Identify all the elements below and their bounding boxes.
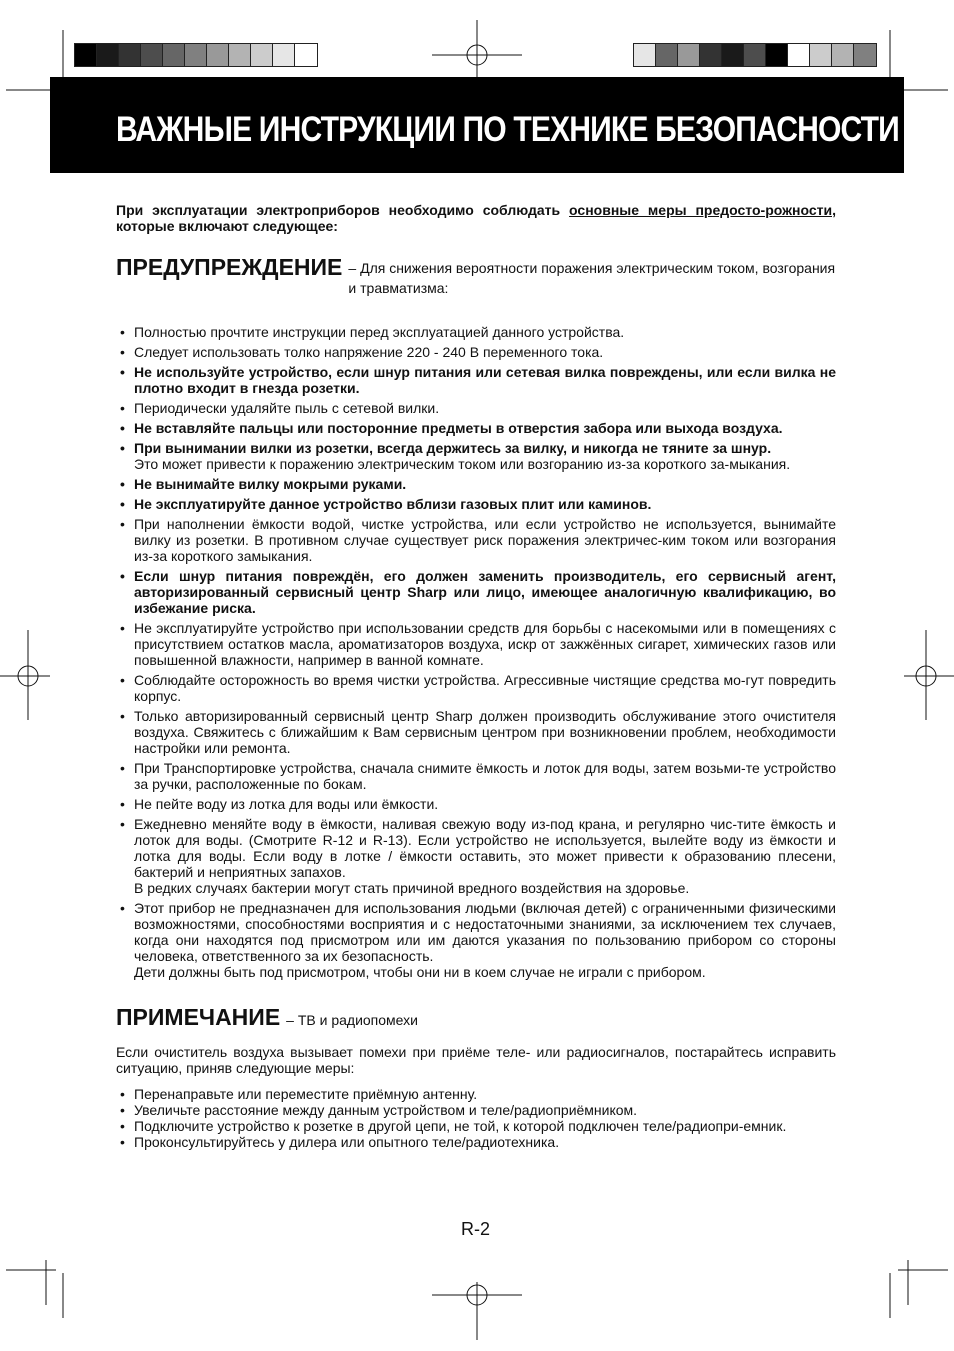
color-swatch <box>207 44 229 66</box>
color-swatch <box>634 44 656 66</box>
intro-text-end: которые включают следующее: <box>116 218 338 234</box>
list-item <box>116 816 836 896</box>
list-item-text: Не эксплуатируйте данное устройство вблизи газовых плит или каминов. <box>134 496 652 512</box>
list-item-text: Не эксплуатируйте устройство при использовании средств для борьбы с насекомыми или в помещениях с присутствием остатков масла, ароматизаторов воздуха, искр от зажжённых сигарет, химических газов или повышенной влажности, например в ванной комнате. <box>134 620 836 668</box>
warning-heading <box>116 254 836 298</box>
list-item <box>116 760 836 792</box>
list-item <box>116 364 836 396</box>
page-title: ВАЖНЫЕ ИНСТРУКЦИИ ПО ТЕХНИКЕ БЕЗОПАСНОСТИ <box>116 110 899 149</box>
list-item-note: Дети должны быть под присмотром, чтобы они ни в коем случае не играли с прибором. <box>134 964 706 980</box>
list-item-text: Перенаправьте или переместите приёмную антенну. <box>134 1086 478 1102</box>
color-swatch <box>766 44 788 66</box>
color-swatch <box>700 44 722 66</box>
warning-title: ПРЕДУПРЕЖДЕНИЕ <box>116 254 343 280</box>
color-swatch <box>854 44 876 66</box>
note-heading <box>116 1004 836 1030</box>
list-item <box>116 420 836 436</box>
list-item-text: Полностью прочтите инструкции перед эксплуатацией данного устройства. <box>134 324 625 340</box>
list-item <box>116 324 836 340</box>
title-banner <box>50 77 904 173</box>
list-item <box>116 620 836 668</box>
list-item <box>116 1134 836 1150</box>
list-item <box>116 1102 836 1118</box>
list-item-text: Следует использовать толко напряжение 220 - 240 В переменного тока. <box>134 344 604 360</box>
intro-text-start: При эксплуатации электроприборов необходимо соблюдать <box>116 202 570 218</box>
intro-paragraph <box>116 202 836 234</box>
intro-underlined: основные меры предосто-рожности, <box>569 202 837 218</box>
list-item <box>116 496 836 512</box>
color-swatch <box>656 44 678 66</box>
warning-description: – Для снижения вероятности поражения электрическим током, возгорания и травматизма: <box>348 260 836 296</box>
page-number: R-2 <box>461 1219 491 1239</box>
list-item <box>116 900 836 980</box>
note-title: ПРИМЕЧАНИЕ <box>116 1004 281 1030</box>
color-swatch <box>273 44 295 66</box>
list-item-text: Не пейте воду из лотка для воды или ёмкости. <box>134 796 439 812</box>
color-swatch <box>788 44 810 66</box>
main-content <box>116 202 836 1150</box>
list-item-text: Соблюдайте осторожность во время чистки устройства. Агрессивные чистящие средства мо-гут повредить корпус. <box>134 672 836 704</box>
list-item-text: Периодически удаляйте пыль с сетевой вилки. <box>134 400 440 416</box>
color-swatch <box>678 44 700 66</box>
list-item-text: Если шнур питания повреждён, его должен заменить производитель, его сервисный агент, авторизированный сервисный центр Sharp или лицо, имеющее аналогичную квалификацию, во избежание риска. <box>134 568 836 616</box>
list-item <box>116 708 836 756</box>
note-description: – ТВ и радиопомехи <box>286 1012 418 1028</box>
color-swatch <box>832 44 854 66</box>
color-swatch <box>185 44 207 66</box>
color-swatch <box>119 44 141 66</box>
list-item-text: Проконсультируйтесь у дилера или опытного теле/радиотехника. <box>134 1134 560 1150</box>
list-item-text: Подключите устройство к розетке в другой цепи, не той, к которой подключен теле/радиопри-емник. <box>134 1118 787 1134</box>
list-item <box>116 796 836 812</box>
color-swatch <box>229 44 251 66</box>
list-item <box>116 1086 836 1102</box>
color-swatch <box>163 44 185 66</box>
list-item <box>116 476 836 492</box>
color-swatch <box>295 44 317 66</box>
color-swatch <box>141 44 163 66</box>
list-item <box>116 1118 836 1134</box>
list-item-text: При наполнении ёмкости водой, чистке устройства, или если устройство не используется, вынимайте вилку из розетки. В противном случае существует риск поражения электричес-ким током или возгорания из-за короткого замыкания. <box>134 516 836 564</box>
list-item <box>116 344 836 360</box>
color-swatch <box>744 44 766 66</box>
list-item <box>116 568 836 616</box>
color-swatch <box>97 44 119 66</box>
list-item <box>116 516 836 564</box>
list-item-text: Увеличьте расстояние между данным устройством и теле/радиоприёмником. <box>134 1102 638 1118</box>
color-swatch <box>810 44 832 66</box>
warning-list <box>116 324 836 980</box>
list-item-note: Это может привести к поражению электрическим током или возгоранию из-за короткого за-мыкания. <box>134 456 791 472</box>
list-item <box>116 440 836 472</box>
note-list <box>116 1086 836 1150</box>
color-swatch <box>722 44 744 66</box>
note-intro: Если очиститель воздуха вызывает помехи при приёме теле- или радиосигналов, постарайтесь исправить ситуацию, приняв следующие меры: <box>116 1044 836 1076</box>
list-item <box>116 672 836 704</box>
list-item-text: Этот прибор не предназначен для использования людьми (включая детей) с ограниченными физическими возможностями, способностями восприятия и с недостаточными знаниями, за исключением тех случаев, когда они находятся под присмотром или им даются указания по пользованию прибором со стороны человека, ответственного за их безопасность. <box>134 900 836 964</box>
color-swatch <box>251 44 273 66</box>
list-item-text: Не вставляйте пальцы или посторонние предметы в отверстия забора или выхода воздуха. <box>134 420 783 436</box>
list-item-text: При вынимании вилки из розетки, всегда держитесь за вилку, и никогда не тяните за шнур. <box>134 440 772 456</box>
list-item-text: Только авторизированный сервисный центр Sharp должен производить обслуживание этого очистителя воздуха. Свяжитесь с ближайшим к Вам сервисным центром при возникновении проблем, необходимости настройки или ремонта. <box>134 708 836 756</box>
list-item-note: В редких случаях бактерии могут стать причиной вредного воздействия на здоровье. <box>134 880 690 896</box>
list-item-text: Не используйте устройство, если шнур питания или сетевая вилка повреждены, или если вилка не плотно входит в гнезда розетки. <box>134 364 836 396</box>
color-swatch <box>75 44 97 66</box>
color-calibration-bar-left <box>74 43 318 67</box>
list-item-text: При Транспортировке устройства, сначала снимите ёмкость и лоток для воды, затем возьми-те устройство за ручки, расположенные по бокам. <box>134 760 836 792</box>
list-item <box>116 400 836 416</box>
color-calibration-bar-right <box>633 43 877 67</box>
list-item-text: Не вынимайте вилку мокрыми руками. <box>134 476 407 492</box>
list-item-text: Ежедневно меняйте воду в ёмкости, наливая свежую воду из-под крана, и регулярно чис-тите ёмкость и лоток для воды. (Смотрите R-12 и R-13). Если устройство не используется, вылейте воду из ёмкости и лотка для воды. Если воду в лотке / ёмкости оставить, это может привести к образованию плесени, бактерий и неприятных запахов. <box>134 816 836 880</box>
